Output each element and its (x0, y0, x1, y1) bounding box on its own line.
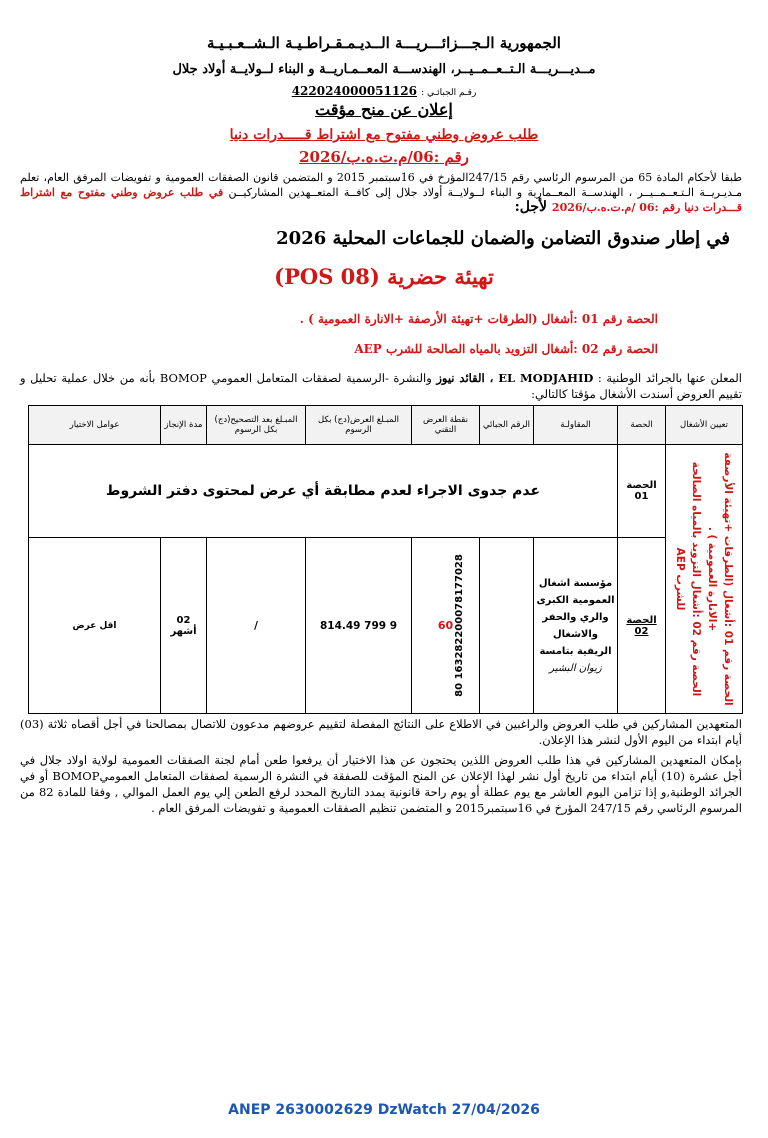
lot2-heading: الحصة رقم 02 :أشغال التزويد بالمياه الصالحة للشرب AEP (354, 342, 658, 356)
row1-lot: الحصة 01 (618, 445, 666, 538)
header-lot: الحصة (618, 406, 666, 445)
press-newspapers: EL MODJAHID ، القائد نيوز (436, 371, 594, 385)
header-tax-no: الرقم الجبائي (480, 406, 534, 445)
closing-paragraph-2: بإمكان المتعهدين المشاركين في هذا طلب العروض اللذين يحتجون عن هذا الاختيار أن يرفعوا طعن أمام لجنة الصفقات العمومية لولاية اولاد جلال في أجل عشرة (10) أيام ابتداء من تاريخ أول نشر لهذا الإعلان عن المنح المؤقت للصفقة في النشرة الرسمية لصفقات المتعامل العموميBOMOP أو في الجرائد الوطنية,و إذا تزامن اليوم العاشر مع يوم عطلة أو يوم راحة قانونية يمدد التاريخ المحدد لرفع الطعن إلي يوم العمل الموالي , وفقا للمادة 82 من المرسوم الرئاسي رقم 247/15 المؤرخ في 16سبتمبر2015 و المتضمن تنظيم الصفقات العمومية و تفويضات المرفق العام . (20, 753, 742, 815)
press-text-before: المعلن عنها بالجرائد الوطنية : (593, 371, 742, 385)
intro-for: لأجل: (514, 199, 552, 215)
row2-lot: الحصة 02 (618, 538, 666, 714)
table-row (29, 445, 743, 538)
header-offer-amount: المبـلغ العرض(دج) بكل الرسوم (306, 406, 412, 445)
row2-offer-amount: 9 799 814.49 (306, 538, 412, 714)
intro-tender-ref: في طلب عروض وطني مفتوح مع اشتراط قـــدرات دنيا رقم :06 /م.ت.ه.ب/2026 (20, 186, 742, 214)
notice-title: إعلان عن منح مؤقت (315, 100, 453, 119)
intro-text: طبقا لأحكام المادة 65 من المرسوم الرئاسي رقم 247/15المؤرخ في 16سبتمبر 2015 و المتضمن قانون الصفقات العمومية و تفويضات المرفق العام، تعلم مـديـريــة الـتـعــمــيــر ، الهندســة المعــمارية و البناء لــولايــة أولاد جلال إلى كافــة المتعــهدين المشاركيــن (20, 171, 742, 199)
tender-type: طلب عروض وطني مفتوح مع اشتراط قـــــدرات دنيا (229, 127, 539, 143)
header-corrected-amount: المبـلغ بعد التصحيح(دج) بكل الرسوم (207, 406, 306, 445)
header-criteria: عوامل الاختيار (29, 406, 161, 445)
table-header-row (29, 406, 743, 445)
row2-duration: 02 أشهر (161, 538, 207, 714)
footer-reference: ANEP 2630002629 DzWatch 27/04/2026 (228, 1102, 540, 1118)
row2-tax-no-cell (454, 538, 534, 714)
project-title: تهيئة حضرية (POS 08) (274, 264, 494, 289)
works-vertical-lot1: الحصة رقم 01 :أشغال (الطرقات +تهيئة الأرصفة +الانارة العمومية ) . (706, 452, 734, 706)
header-contractor: المقاولـة (534, 406, 618, 445)
row2-criteria: اقل عرض (29, 538, 161, 714)
tender-number: رقم :06/م.ت.ه.ب/2026 (299, 148, 469, 166)
header-works: تعيين الأشغال (666, 406, 743, 445)
lot1-heading: الحصة رقم 01 :أشغال (الطرقات +تهيئة الأرصفة +الانارة العمومية ) . (299, 312, 658, 326)
directorate-header: مــديـــريـــة الـتــعــمــيــر، الهندســـة المعــمـاريــة و البناء لــولايــة أولاد جلال (172, 62, 596, 77)
table-row (29, 538, 743, 714)
header-duration: مدة الإنجاز (161, 406, 207, 445)
fund-title: في إطار صندوق التضامن والضمان للجماعات المحلية 2026 (276, 228, 730, 249)
press-paragraph (20, 370, 742, 402)
tax-id-number: 422024000051126 (291, 84, 417, 98)
row1-result: عدم جدوى الاجراء لعدم مطابقة أي عرض لمحتوى دفتر الشروط (29, 445, 618, 538)
header-score: نقطة العرض التقني (412, 406, 480, 445)
row2-contractor-company: مؤسسة اشغال العمومية الكبرى والري والحفر والاشغال الريفية بتامسة (536, 577, 615, 657)
row2-contractor (534, 538, 618, 714)
works-vertical-text (672, 449, 736, 709)
row2-corrected-amount: / (207, 538, 306, 714)
works-vertical-lot2: الحصة رقم 02 :أشغال التزويد بالمياه الصالحة للشرب AEP (674, 461, 702, 697)
row2-contractor-name: زيوان البشير (549, 662, 602, 674)
works-cell (666, 445, 743, 714)
press-text-after: والنشرة -الرسمية لصفقات المتعامل العمومي BOMOP بأنه من خلال عملية تحليل و تقييم العروض أسندت الأشغال مؤقتا كالتالي: (20, 371, 742, 401)
row2-score: 60 (412, 538, 480, 714)
row2-tax-no: 163282200078177028 80 (454, 554, 466, 697)
tax-id-line (20, 84, 748, 98)
republic-header: الجمهورية الـجـــزائـــريـــة الــديـمـقـراطـيـة الـشــعـبـيـة (207, 34, 561, 52)
intro-paragraph (20, 170, 742, 215)
closing-paragraph-1: المتعهدين المشاركين في طلب العروض والراغبين في الاطلاع على النتائج المفصلة لتقييم عروضهم مدعوون للاتصال بمصالحنا في أجل أقصاه ثلاثة (03) أيام ابتداء من اليوم الأول لنشر هذا الإعلان. (20, 717, 742, 747)
tax-id-label: رقـم الجبائـي : (421, 88, 477, 98)
award-table (28, 405, 743, 714)
